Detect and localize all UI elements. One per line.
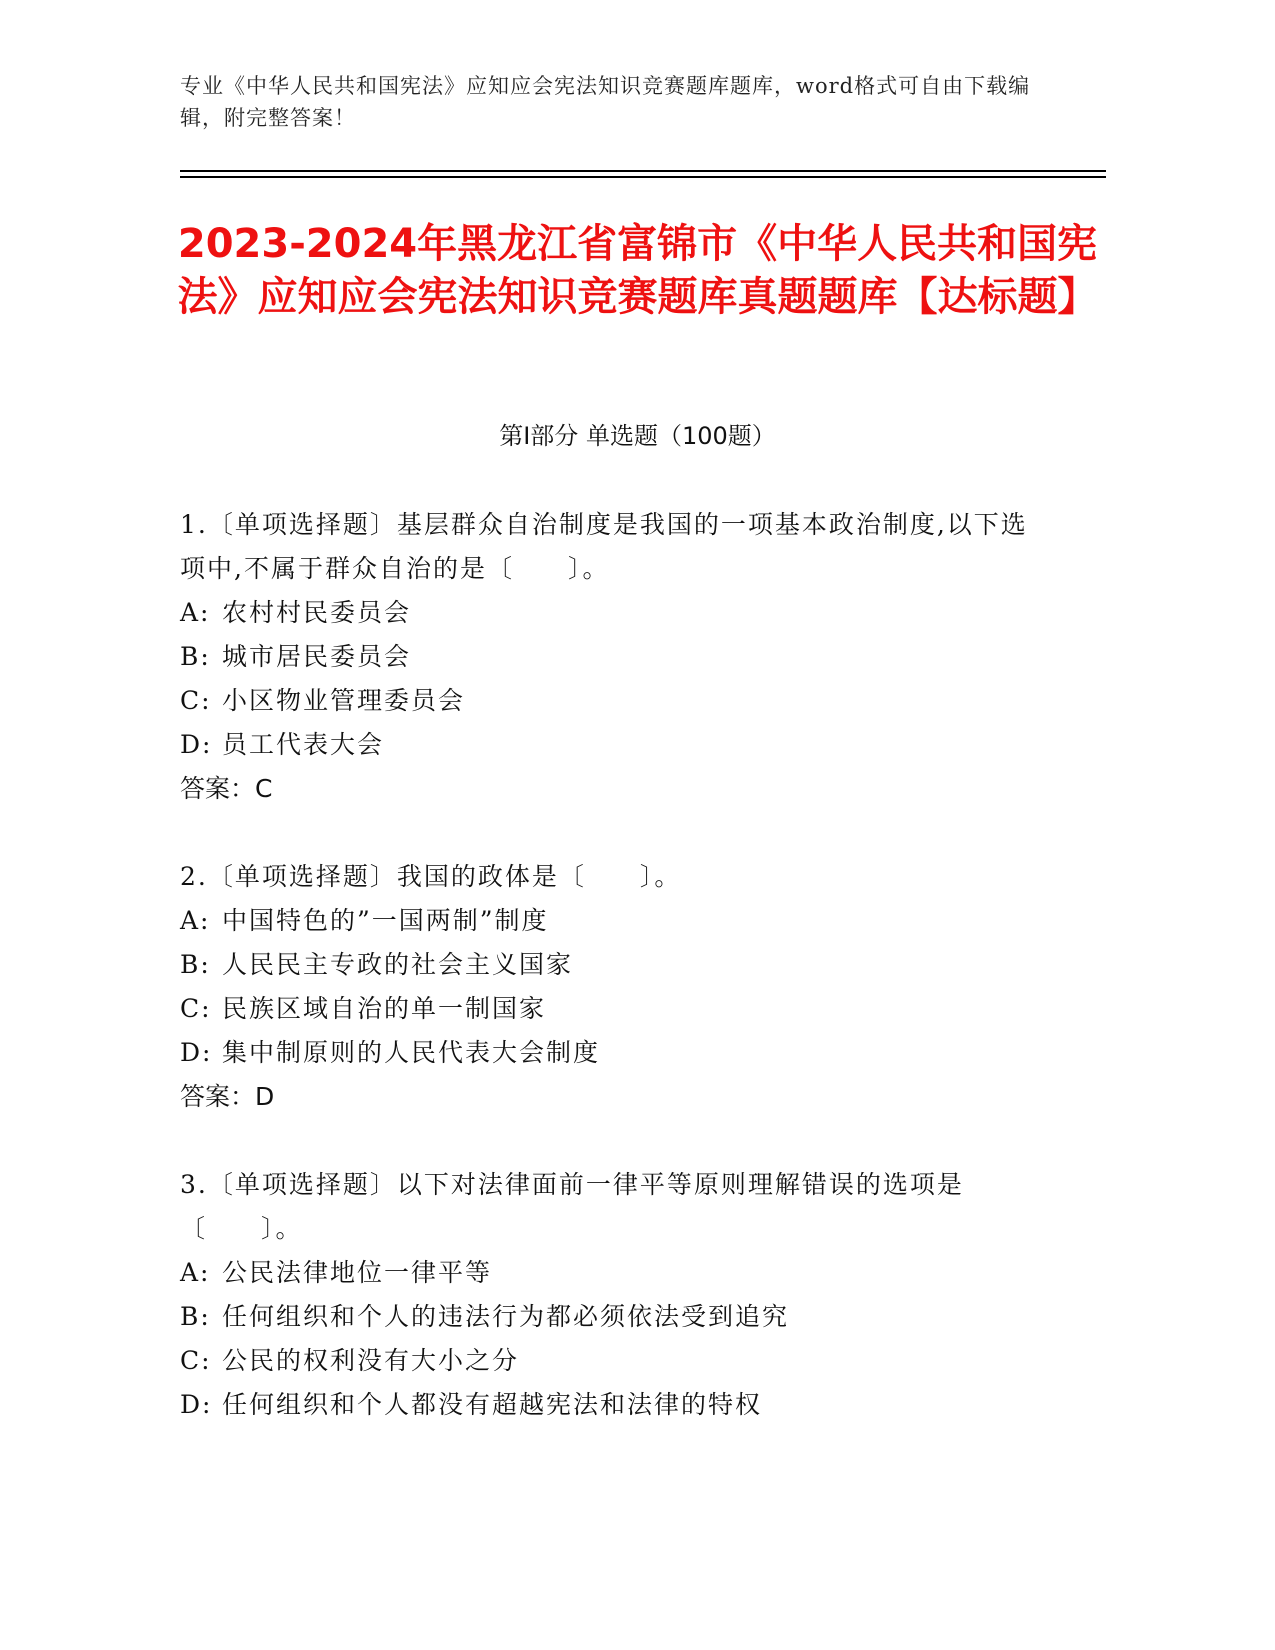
answer-line: 答案：C [180,774,273,803]
question-3 [180,1163,1040,1427]
option-a [180,1251,1040,1295]
option-key: A: [180,1258,211,1287]
option-text: 中国特色的”一国两制”制度 [222,906,549,935]
option-d [180,1031,1040,1075]
option-d [180,1383,1040,1427]
option-b [180,1295,1040,1339]
option-key: D: [180,1390,213,1419]
option-text: 任何组织和个人的违法行为都必须依法受到追究 [222,1302,790,1331]
question-stem: 1.〔单项选择题〕基层群众自治制度是我国的一项基本政治制度,以下选项中,不属于群众自治的是〔 〕。 [180,510,1028,583]
option-key: C: [180,1346,212,1375]
option-text: 小区物业管理委员会 [222,686,466,715]
option-text: 集中制原则的人民代表大会制度 [222,1038,601,1067]
option-key: D: [180,730,213,759]
option-a [180,591,1040,635]
option-c [180,987,1040,1031]
question-list [180,503,1040,1471]
option-key: C: [180,994,212,1023]
option-text: 任何组织和个人都没有超越宪法和法律的特权 [222,1390,763,1419]
header-note: 专业《中华人民共和国宪法》应知应会宪法知识竞赛题库题库，word格式可自由下载编辑，附完整答案！ [180,74,1031,130]
option-key: A: [180,906,211,935]
option-text: 员工代表大会 [222,730,385,759]
option-text: 人民民主专政的社会主义国家 [222,950,574,979]
answer-line: 答案：D [180,1082,275,1111]
option-key: B: [180,642,211,671]
header-divider-top [180,170,1106,172]
option-d [180,723,1040,767]
option-c [180,679,1040,723]
question-stem: 2.〔单项选择题〕我国的政体是〔 〕。 [180,862,682,891]
option-text: 农村村民委员会 [222,598,412,627]
question-1 [180,503,1040,811]
option-b [180,943,1040,987]
option-text: 城市居民委员会 [222,642,412,671]
option-text: 公民的权利没有大小之分 [222,1346,520,1375]
section-heading: 第Ⅰ部分 单选题（100题） [499,422,776,450]
option-key: B: [180,1302,211,1331]
option-text: 公民法律地位一律平等 [222,1258,493,1287]
option-key: A: [180,598,211,627]
question-stem: 3.〔单项选择题〕以下对法律面前一律平等原则理解错误的选项是〔 〕。 [180,1170,964,1243]
option-text: 民族区域自治的单一制国家 [222,994,547,1023]
option-a [180,899,1040,943]
option-key: B: [180,950,211,979]
option-b [180,635,1040,679]
header-divider-bottom [180,176,1106,178]
question-2 [180,855,1040,1119]
option-c [180,1339,1040,1383]
option-key: C: [180,686,212,715]
document-title: 2023-2024年黑龙江省富锦市《中华人民共和国宪法》应知应会宪法知识竞赛题库真题题库【达标题】 [177,221,1098,320]
option-key: D: [180,1038,213,1067]
